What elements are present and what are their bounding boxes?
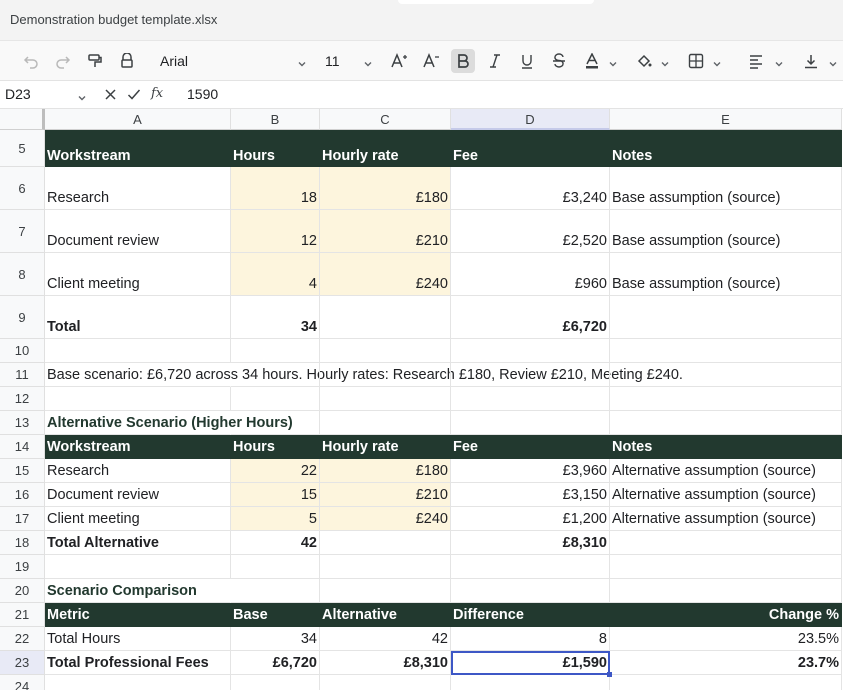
cell-e7[interactable]: Base assumption (source) (610, 210, 842, 253)
cell-e11[interactable] (610, 363, 842, 387)
row-header-5[interactable]: 5 (0, 130, 45, 167)
cell-b7[interactable]: 12 (231, 210, 320, 253)
font-size-select[interactable] (325, 49, 355, 73)
row-header-24[interactable]: 24 (0, 675, 45, 690)
cell-d12[interactable] (451, 387, 610, 411)
column-header-c[interactable]: C (320, 109, 451, 130)
cell-a12[interactable] (45, 387, 231, 411)
column-header-d[interactable]: D (451, 109, 610, 130)
title-bar (0, 0, 843, 41)
row-header-19[interactable]: 19 (0, 555, 45, 579)
cell-e21[interactable]: Change % (610, 603, 842, 627)
cell-b5[interactable]: Hours (231, 130, 320, 167)
cell-c13[interactable] (320, 411, 451, 435)
italic-icon[interactable] (484, 49, 506, 73)
chevron-down-icon[interactable] (77, 90, 87, 100)
cell-d13[interactable] (451, 411, 610, 435)
row-header-13[interactable]: 13 (0, 411, 45, 435)
chevron-down-icon[interactable] (297, 56, 307, 66)
cell-b9[interactable]: 34 (231, 296, 320, 339)
cell-d7[interactable]: £2,520 (451, 210, 610, 253)
cell-c21[interactable]: Alternative (320, 603, 451, 627)
row-header-15[interactable]: 15 (0, 459, 45, 483)
paint-format-icon[interactable] (84, 49, 106, 73)
row-header-22[interactable]: 22 (0, 627, 45, 651)
cell-e9[interactable] (610, 296, 842, 339)
cell-e14[interactable]: Notes (610, 435, 842, 459)
cell-b22[interactable]: 34 (231, 627, 320, 651)
cell-d20[interactable] (451, 579, 610, 603)
bold-icon[interactable] (451, 49, 475, 73)
cell-d21[interactable]: Difference (451, 603, 610, 627)
cell-e16[interactable]: Alternative assumption (source) (610, 483, 842, 507)
font-name-value: Arial (160, 53, 189, 69)
cell-b20[interactable] (231, 579, 320, 603)
cancel-icon[interactable] (101, 84, 119, 104)
undo-icon[interactable] (20, 49, 42, 73)
cell-a6[interactable]: Research (45, 167, 231, 210)
cell-c11[interactable] (320, 363, 451, 387)
redo-icon[interactable] (52, 49, 74, 73)
chevron-down-icon[interactable] (608, 56, 618, 66)
cell-c22[interactable]: 42 (320, 627, 451, 651)
cell-d9[interactable]: £6,720 (451, 296, 610, 339)
cell-d15[interactable]: £3,960 (451, 459, 610, 483)
spreadsheet-grid (0, 109, 843, 690)
chevron-down-icon[interactable] (660, 56, 670, 66)
font-name-select[interactable] (160, 49, 300, 73)
cell-e18[interactable] (610, 531, 842, 555)
cell-d17[interactable]: £1,200 (451, 507, 610, 531)
cell-d8[interactable]: £960 (451, 253, 610, 296)
column-header-a[interactable]: A (45, 109, 231, 130)
cell-b15[interactable]: 22 (231, 459, 320, 483)
cell-a14[interactable]: Workstream (45, 435, 231, 459)
row-header-7[interactable]: 7 (0, 210, 45, 253)
cell-d5[interactable]: Fee (451, 130, 610, 167)
cell-e23[interactable]: 23.7% (610, 651, 842, 675)
cell-b10[interactable] (231, 339, 320, 363)
cell-a20[interactable]: Scenario Comparison (45, 579, 231, 603)
cell-e22[interactable]: 23.5% (610, 627, 842, 651)
cell-e5[interactable]: Notes (610, 130, 842, 167)
row-header-21[interactable]: 21 (0, 603, 45, 627)
cell-b13[interactable] (231, 411, 320, 435)
cell-a23[interactable]: Total Professional Fees (45, 651, 231, 675)
row-header-11[interactable]: 11 (0, 363, 45, 387)
row-header-23[interactable]: 23 (0, 651, 45, 675)
column-header-e[interactable]: E (610, 109, 842, 130)
confirm-icon[interactable] (125, 84, 143, 104)
cell-d11[interactable] (451, 363, 610, 387)
cell-d22[interactable]: 8 (451, 627, 610, 651)
row-header-20[interactable]: 20 (0, 579, 45, 603)
cell-a15[interactable]: Research (45, 459, 231, 483)
formula-input[interactable]: 1590 (187, 86, 219, 102)
column-header-b[interactable]: B (231, 109, 320, 130)
cell-c14[interactable]: Hourly rate (320, 435, 451, 459)
cell-e15[interactable]: Alternative assumption (source) (610, 459, 842, 483)
cell-c23[interactable]: £8,310 (320, 651, 451, 675)
cell-e12[interactable] (610, 387, 842, 411)
cell-b17[interactable]: 5 (231, 507, 320, 531)
align-left-icon[interactable] (745, 49, 767, 73)
cell-b12[interactable] (231, 387, 320, 411)
cell-b11[interactable] (231, 363, 320, 387)
cell-d10[interactable] (451, 339, 610, 363)
cell-c9[interactable] (320, 296, 451, 339)
cell-a10[interactable] (45, 339, 231, 363)
cell-d16[interactable]: £3,150 (451, 483, 610, 507)
cell-d24[interactable] (451, 675, 610, 690)
valign-bottom-icon[interactable] (800, 49, 822, 73)
cell-b16[interactable]: 15 (231, 483, 320, 507)
row-header-16[interactable]: 16 (0, 483, 45, 507)
chevron-down-icon[interactable] (828, 56, 838, 66)
window-tab-indicator (398, 0, 594, 4)
function-icon[interactable]: fx (151, 86, 164, 101)
cell-c20[interactable] (320, 579, 451, 603)
formula-bar (0, 81, 843, 109)
cell-d23[interactable]: £1,590 (451, 651, 610, 675)
decrease-font-icon[interactable] (420, 49, 442, 73)
row-header-12[interactable]: 12 (0, 387, 45, 411)
cell-c6[interactable]: £180 (320, 167, 451, 210)
cell-a24[interactable] (45, 675, 231, 690)
cell-b23[interactable]: £6,720 (231, 651, 320, 675)
borders-icon[interactable] (685, 49, 707, 73)
cell-a18[interactable]: Total Alternative (45, 531, 231, 555)
cell-c16[interactable]: £210 (320, 483, 451, 507)
font-size-value: 11 (325, 53, 340, 69)
file-name: Demonstration budget template.xlsx (10, 12, 218, 27)
underline-icon[interactable] (516, 49, 538, 73)
fill-color-icon[interactable] (633, 49, 655, 73)
cell-a13[interactable]: Alternative Scenario (Higher Hours) (45, 411, 231, 435)
row-header-8[interactable]: 8 (0, 253, 45, 296)
cell-e24[interactable] (610, 675, 842, 690)
cell-e20[interactable] (610, 579, 842, 603)
cell-c12[interactable] (320, 387, 451, 411)
cell-b24[interactable] (231, 675, 320, 690)
cell-a5[interactable]: Workstream (45, 130, 231, 167)
cell-a21[interactable]: Metric (45, 603, 231, 627)
cell-d19[interactable] (451, 555, 610, 579)
cell-e6[interactable]: Base assumption (source) (610, 167, 842, 210)
cell-b14[interactable]: Hours (231, 435, 320, 459)
chevron-down-icon[interactable] (712, 56, 722, 66)
strikethrough-icon[interactable] (548, 49, 570, 73)
cell-b18[interactable]: 42 (231, 531, 320, 555)
cell-e10[interactable] (610, 339, 842, 363)
fill-handle[interactable] (607, 672, 612, 677)
cell-c5[interactable]: Hourly rate (320, 130, 451, 167)
row-header-17[interactable]: 17 (0, 507, 45, 531)
cell-e19[interactable] (610, 555, 842, 579)
cell-b6[interactable]: 18 (231, 167, 320, 210)
cell-c15[interactable]: £180 (320, 459, 451, 483)
cell-c17[interactable]: £240 (320, 507, 451, 531)
cell-c7[interactable]: £210 (320, 210, 451, 253)
cell-e13[interactable] (610, 411, 842, 435)
select-all-corner[interactable] (0, 109, 45, 130)
chevron-down-icon[interactable] (774, 56, 784, 66)
clear-format-icon[interactable] (116, 49, 138, 73)
toolbar (0, 41, 843, 81)
cell-a16[interactable]: Document review (45, 483, 231, 507)
row-header-9[interactable]: 9 (0, 296, 45, 339)
cell-a7[interactable]: Document review (45, 210, 231, 253)
cell-d18[interactable]: £8,310 (451, 531, 610, 555)
cell-a9[interactable]: Total (45, 296, 231, 339)
cell-a19[interactable] (45, 555, 231, 579)
row-header-14[interactable]: 14 (0, 435, 45, 459)
cell-c8[interactable]: £240 (320, 253, 451, 296)
cell-e17[interactable]: Alternative assumption (source) (610, 507, 842, 531)
cell-c19[interactable] (320, 555, 451, 579)
cell-a11[interactable]: Base scenario: £6,720 across 34 hours. Hourly rates: Research £180, Review £210, Meeting £240. (45, 363, 231, 387)
chevron-down-icon[interactable] (363, 56, 373, 66)
cell-b21[interactable]: Base (231, 603, 320, 627)
text-color-icon[interactable] (581, 49, 603, 73)
cell-e8[interactable]: Base assumption (source) (610, 253, 842, 296)
cell-b19[interactable] (231, 555, 320, 579)
cell-b8[interactable]: 4 (231, 253, 320, 296)
cell-a17[interactable]: Client meeting (45, 507, 231, 531)
cell-d14[interactable]: Fee (451, 435, 610, 459)
row-header-10[interactable]: 10 (0, 339, 45, 363)
cell-c24[interactable] (320, 675, 451, 690)
row-header-6[interactable]: 6 (0, 167, 45, 210)
cell-a22[interactable]: Total Hours (45, 627, 231, 651)
cell-c18[interactable] (320, 531, 451, 555)
cell-c10[interactable] (320, 339, 451, 363)
cell-d6[interactable]: £3,240 (451, 167, 610, 210)
increase-font-icon[interactable] (388, 49, 410, 73)
cell-a8[interactable]: Client meeting (45, 253, 231, 296)
row-header-18[interactable]: 18 (0, 531, 45, 555)
name-box[interactable]: D23 (5, 86, 31, 102)
